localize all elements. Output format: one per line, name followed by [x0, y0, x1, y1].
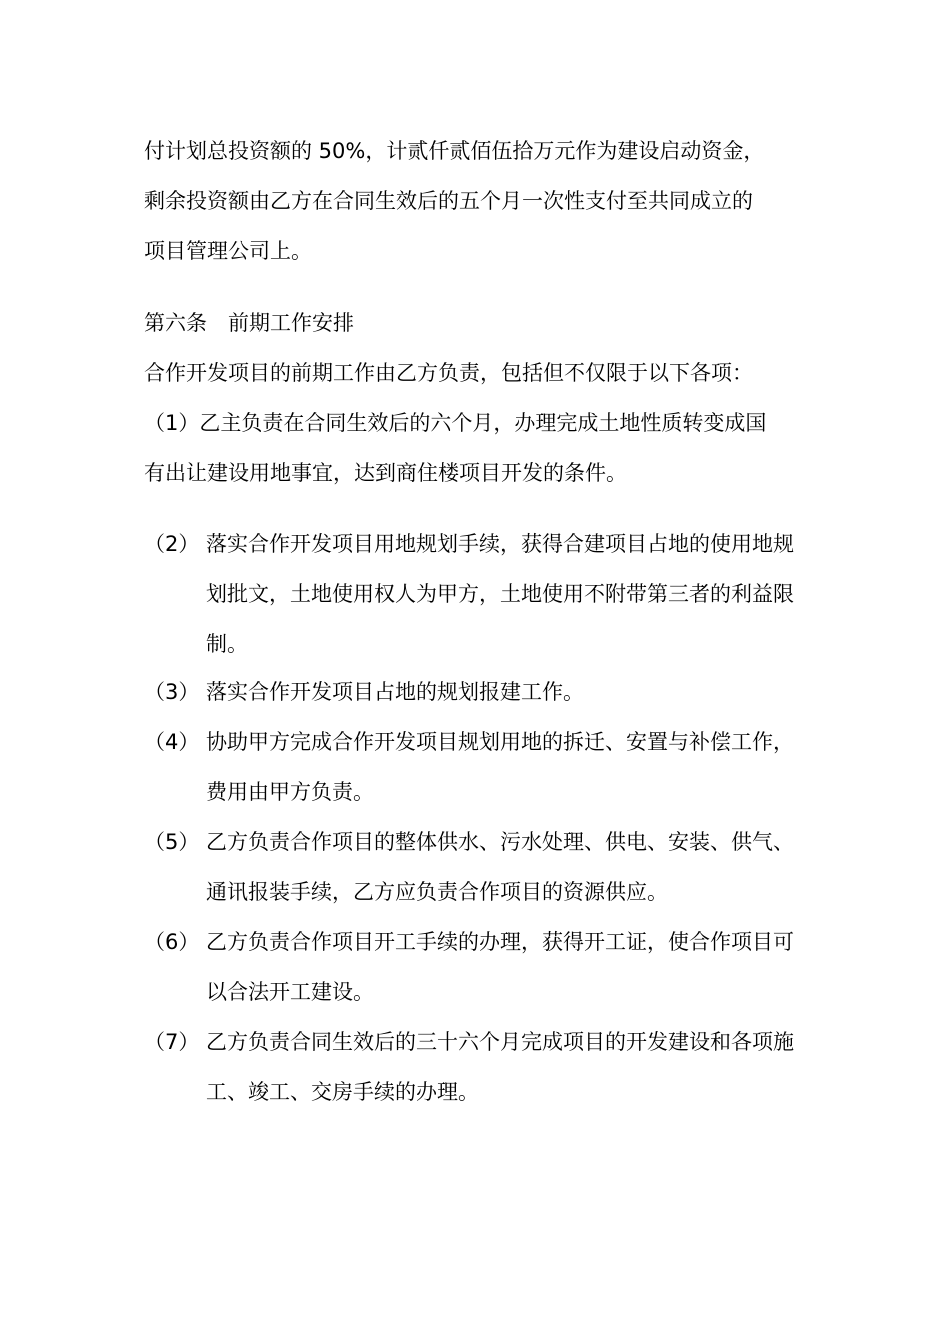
list-item [144, 667, 804, 717]
list-item [144, 1017, 804, 1117]
list-item-number: （4） [144, 730, 200, 754]
list-item-text: 乙方负责合作项目的整体供水、污水处理、供电、安装、供气、通讯报装手续，乙方应负责合作项目的资源供应。 [206, 830, 794, 904]
body-text-line: 剩余投资额由乙方在合同生效后的五个月一次性支付至共同成立的 [144, 189, 753, 213]
list-item-text: 乙方负责合作项目开工手续的办理，获得开工证，使合作项目可以合法开工建设。 [206, 930, 794, 1004]
body-text-line: 付计划总投资额的 50%，计贰仟贰佰伍拾万元作为建设启动资金， [144, 139, 765, 163]
list-item-number: （2） [144, 532, 200, 556]
list-item [144, 817, 804, 917]
list-item-text: 落实合作开发项目用地规划手续，获得合建项目占地的使用地规划批文，土地使用权人为甲方，土地使用不附带第三者的利益限制。 [206, 532, 794, 656]
list-item-1-line: 有出让建设用地事宜，达到商住楼项目开发的条件。 [144, 461, 627, 485]
list-item-number: （3） [144, 680, 200, 704]
article-intro: 合作开发项目的前期工作由乙方负责，包括但不仅限于以下各项： [144, 361, 753, 385]
list-item-text: 乙方负责合同生效后的三十六个月完成项目的开发建设和各项施工、竣工、交房手续的办理。 [206, 1030, 794, 1104]
list-item-1-line: （1）乙主负责在合同生效后的六个月，办理完成土地性质转变成国 [144, 411, 767, 435]
list-item-text: 协助甲方完成合作开发项目规划用地的拆迁、安置与补偿工作，费用由甲方负责。 [206, 730, 794, 804]
list-item-text: 落实合作开发项目占地的规划报建工作。 [206, 680, 584, 704]
list-item-number: （6） [144, 930, 200, 954]
article-heading: 第六条 前期工作安排 [144, 311, 354, 335]
list-item-number: （5） [144, 830, 200, 854]
list-item [144, 917, 804, 1017]
body-text-line: 项目管理公司上。 [144, 239, 312, 263]
list-item [144, 519, 804, 669]
list-item-number: （7） [144, 1030, 200, 1054]
list-item [144, 717, 804, 817]
